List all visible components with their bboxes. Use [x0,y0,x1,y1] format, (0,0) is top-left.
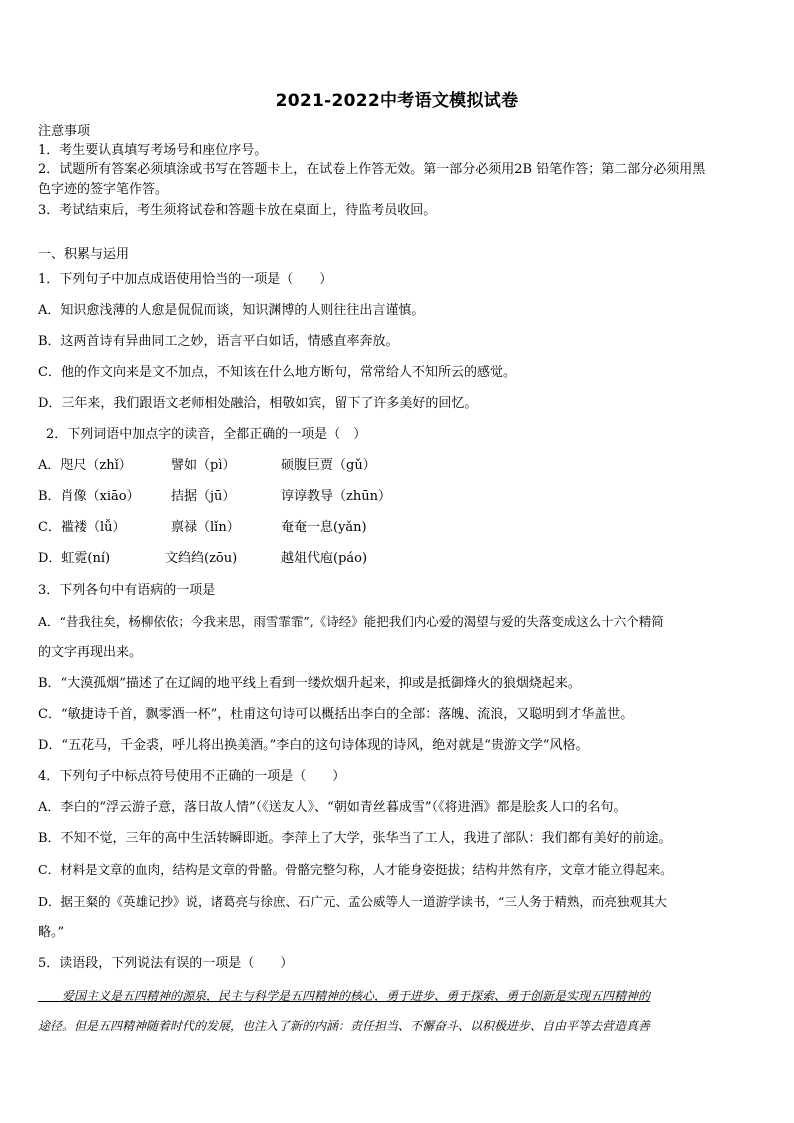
question-stem: 2．下列词语中加点字的读音，全都正确的一项是（ ） [46,427,367,442]
option-word: 硕腹巨贾（gǔ） [281,458,376,473]
option-c: C．材料是文章的血肉，结构是文章的骨骼。骨骼完整匀称，人才能身姿挺拔；结构井然有序，文章才能立得起来。 [38,862,673,877]
question-stem: 1．下列句子中加点成语使用恰当的一项是（ ） [38,272,333,287]
notes-item: 3．考试结束后，考生须将试卷和答题卡放在桌面上，待监考员收回。 [38,203,437,218]
option-a: A．知识愈浅薄的人愈是侃侃而谈，知识渊博的人则往往出言谨慎。 [38,303,425,318]
option-c: C．“敏捷诗千首，飘零酒一杯”，杜甫这句诗可以概括出李白的全部：落魄、流浪，又聪明到才华盖世。 [38,707,634,722]
option-word: 譬如（pì） [171,458,236,473]
option-word: 拮据（jū） [171,489,236,504]
option-a: A．咫尺（zhǐ） [38,458,132,473]
option-word: 谆谆教导（zhūn） [281,489,391,504]
passage-text: 爱国主义是五四精神的源泉，民主与科学是五四精神的核心，勇于进步、勇于探索、勇于创新是实现五四精神的 [38,989,651,1003]
question-stem: 4．下列句子中标点符号使用不正确的一项是（ ） [38,769,346,784]
option-b: B．肖像（xiāo） [38,489,140,504]
option-b: B．“大漠孤烟”描述了在辽阔的地平线上看到一缕炊烟升起来，抑或是抵御烽火的狼烟烧起来。 [38,676,581,691]
option-word: 文绉绉(zōu) [165,551,238,566]
reading-passage-line [38,1018,758,1034]
notes-item: 色字迹的签字笔作答。 [38,182,169,197]
notes-item: 2．试题所有答案必须填涂或书写在答题卡上，在试卷上作答无效。第一部分必须用2B 铅笔作答；第二部分必须用黑 [38,162,706,177]
option-a: A．“昔我往矣，杨柳依依；今我来思，雨雪霏霏”,《诗经》能把我们内心爱的渴望与爱的失落变成这么十六个精简 [38,614,664,629]
option-c: C．褴褛（lǚ） [38,520,126,535]
section-heading: 一、积累与运用 [38,247,130,262]
option-b: B．不知不觉，三年的高中生活转瞬即逝。李萍上了大学，张华当了工人，我进了部队：我们都有美好的前途。 [38,831,672,846]
option-d: D．三年来，我们跟语文老师相处融洽，相敬如宾，留下了许多美好的回忆。 [38,396,478,411]
notes-item: 1．考生要认真填写考场号和座位序号。 [38,143,268,158]
question-stem: 3．下列各句中有语病的一项是 [38,583,216,598]
option-word: 越俎代庖(páo) [281,551,368,566]
option-c: C．他的作文向来是文不加点，不知该在什么地方断句，常常给人不知所云的感觉。 [38,365,516,380]
option-a-continued: 的文字再现出来。 [38,645,143,660]
option-d: D．“五花马，千金裘，呼儿将出换美酒。”李白的这句诗体现的诗风，绝对就是“贵游文学”风格。 [38,738,589,753]
reading-passage-line [38,988,758,1004]
option-d: D．据王粲的《英雄记抄》说，诸葛亮与徐庶、石广元、孟公威等人一道游学读书，“三人务于精熟，而亮独观其大 [38,894,667,909]
notes-heading: 注意事项 [38,124,91,139]
exam-title: 2021-2022中考语文模拟试卷 [275,91,519,111]
passage-text: 途径。但是五四精神随着时代的发展，也注入了新的内涵：责任担当、不懈奋斗、以积极进步、自由平等去营造真善 [38,1019,651,1033]
option-a: A．李白的“浮云游子意，落日故人情”（《送友人》、“朝如青丝暮成雪”（《将进酒》都是脍炙人口的名句。 [38,800,627,815]
option-d-continued: 略。” [38,925,65,940]
option-b: B．这两首诗有异曲同工之妙，语言平白如话，情感直率奔放。 [38,334,399,349]
option-d: D．虹霓(ní) [38,551,111,566]
option-word: 禀禄（lǐn） [171,520,240,535]
question-stem: 5．读语段，下列说法有误的一项是（ ） [38,956,294,971]
option-word: 奄奄一息(yǎn) [281,520,367,535]
